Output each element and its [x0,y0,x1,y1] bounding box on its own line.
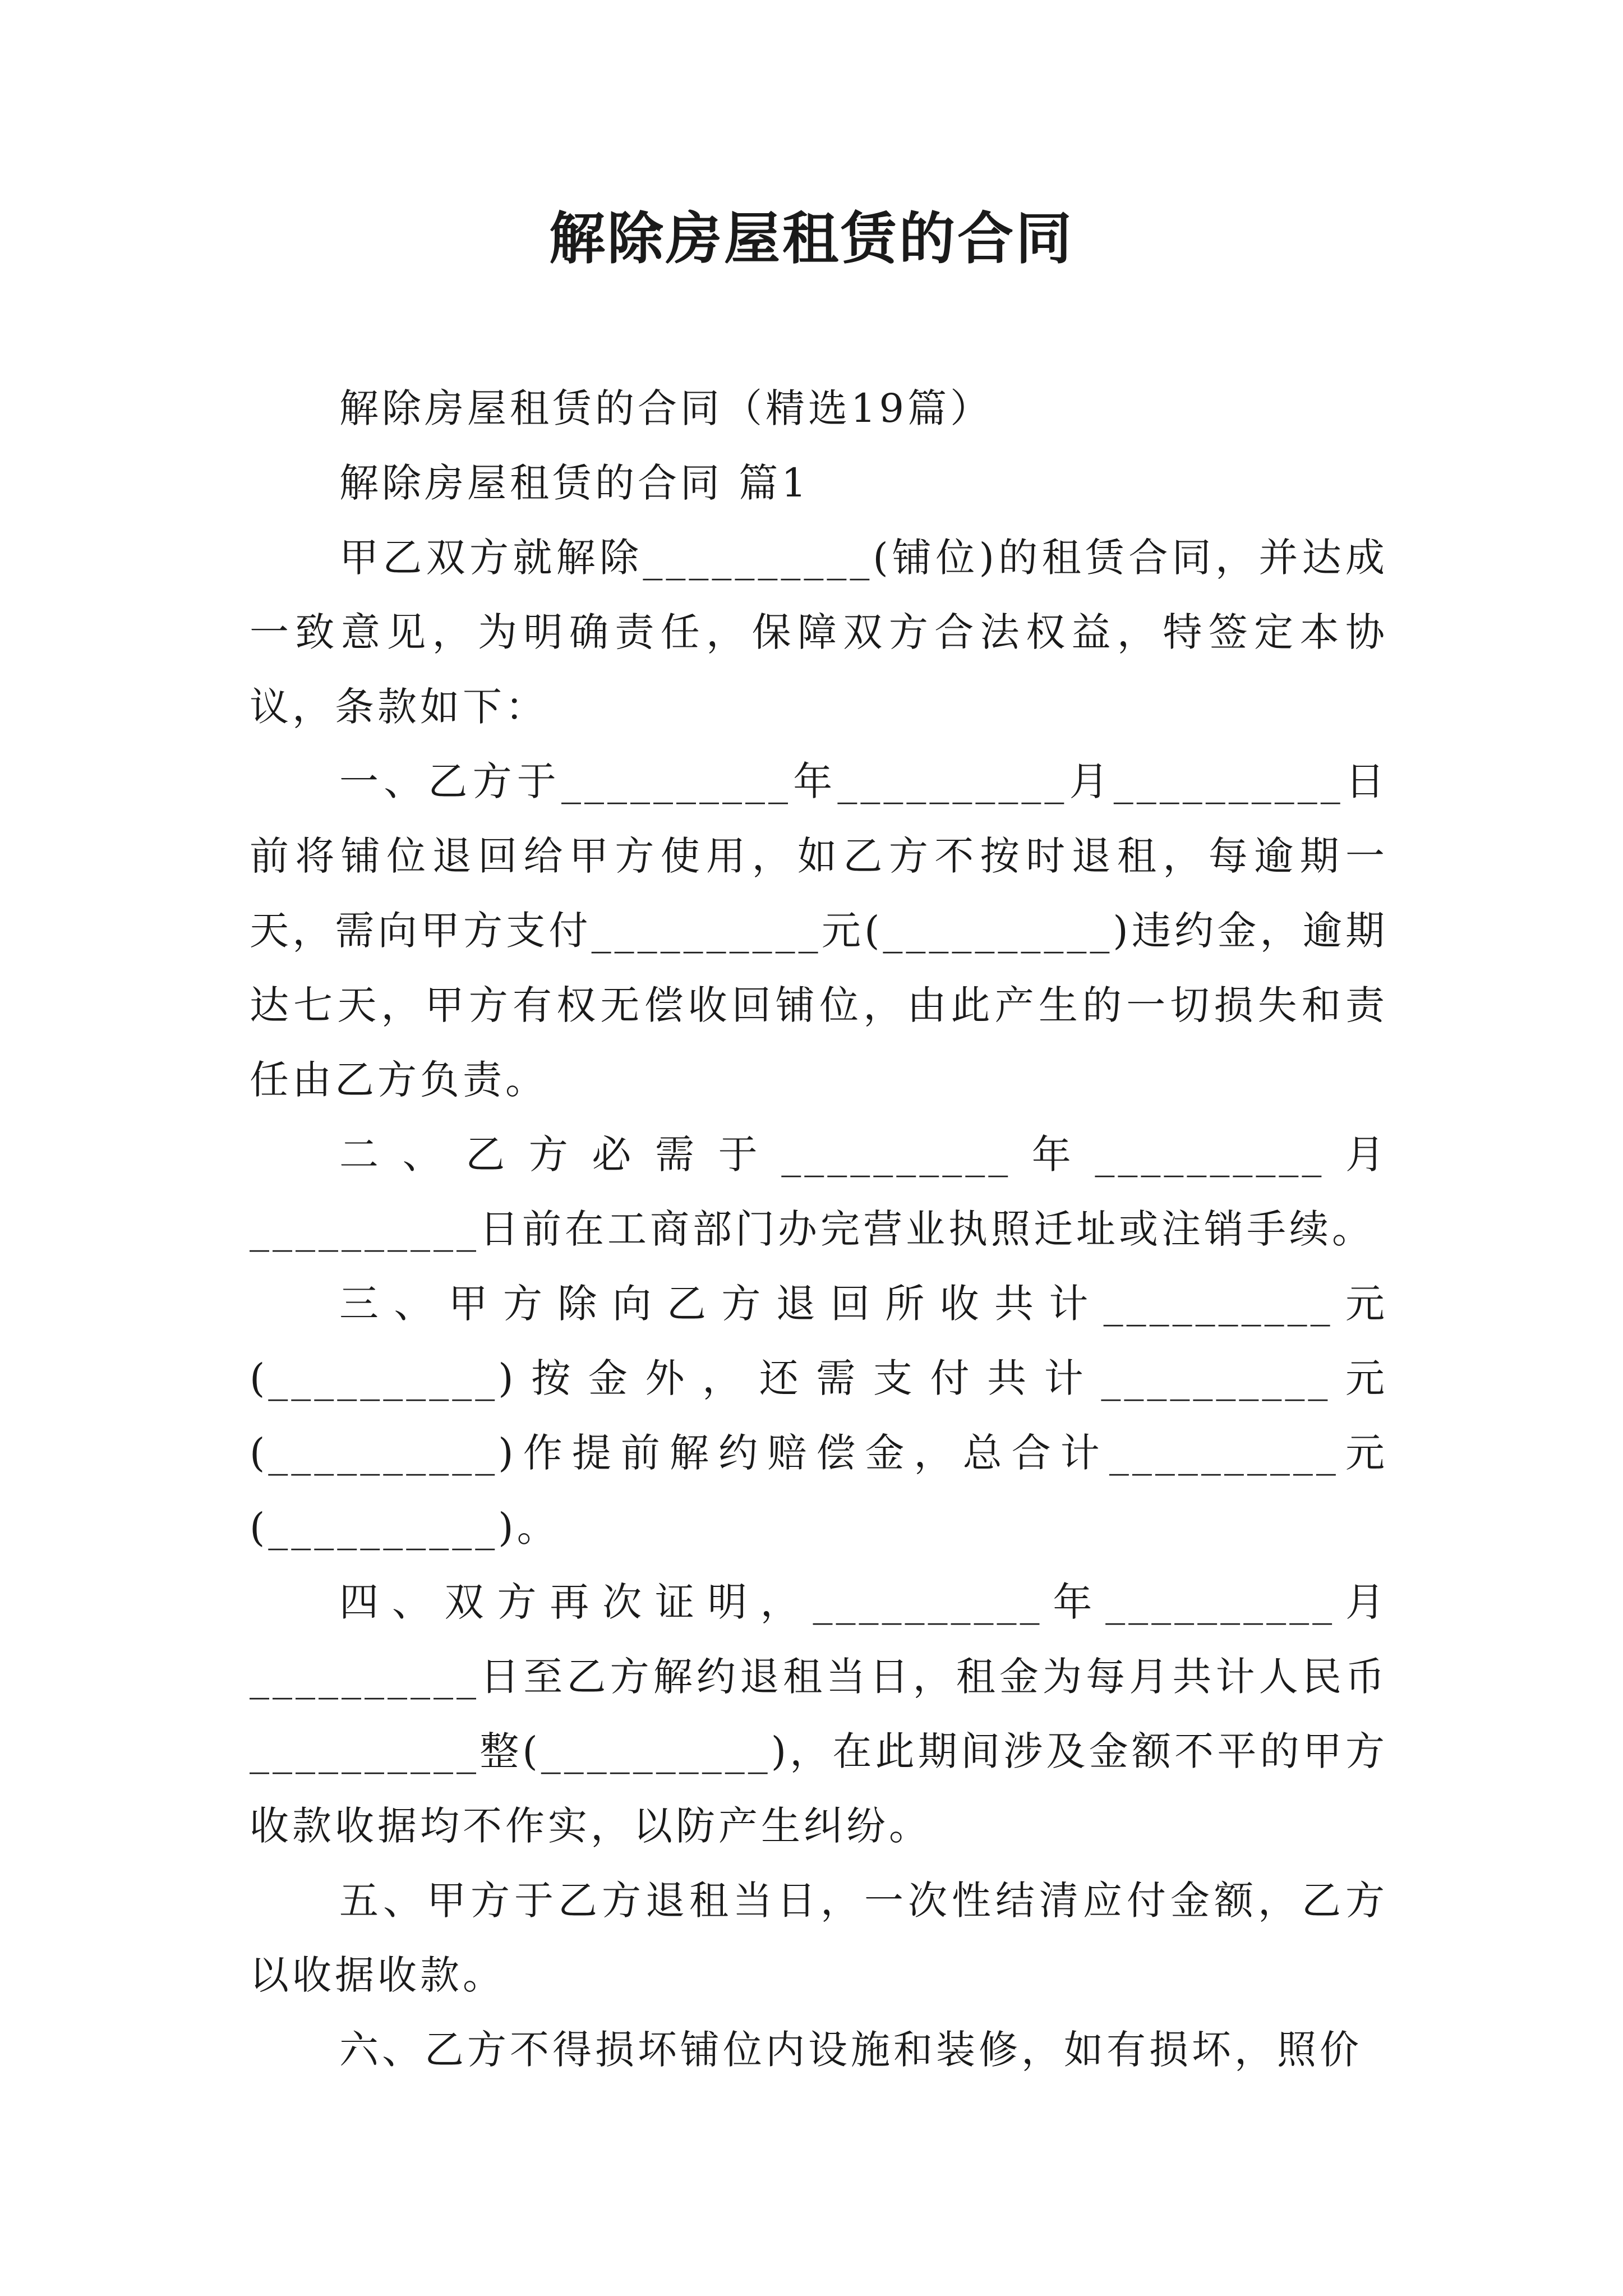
section-heading: 解除房屋租赁的合同 篇1 [339,460,810,506]
clause-6: 六、乙方不得损坏铺位内设施和装修，如有损坏，照价 [339,2027,1362,2073]
clause-5: 五、甲方于乙方退租当日，一次性结清应付金额，乙方以收据收款。 [250,1878,1388,1998]
clause-3: 三、甲方除向乙方退回所收共计__________元(__________)按金外，还需支付共计__________元(__________)作提前解约赔偿金，总合计__________元(__________)。 [250,1281,1388,1550]
document-body [250,371,1388,2087]
clause-4: 四、双方再次证明，__________年__________月__________日至乙方解约退租当日，租金为每月共计人民币__________整(__________)，在此期间涉及金额不平的甲方收款收据均不作实，以防产生纠纷。 [250,1579,1388,1849]
paragraph-intro: 甲乙双方就解除__________(铺位)的租赁合同，并达成一致意见，为明确责任，保障双方合法权益，特签定本协议，条款如下： [250,535,1388,730]
collection-heading: 解除房屋租赁的合同（精选19篇） [339,385,993,431]
clause-2: 二、乙方必需于__________年__________月__________日前在工商部门办完营业执照迁址或注销手续。 [250,1131,1388,1252]
document-title: 解除房屋租赁的合同 [549,205,1074,272]
clause-1: 一、乙方于__________年__________月__________日前将铺位退回给甲方使用，如乙方不按时退租，每逾期一天，需向甲方支付__________元(__________)违约金，逾期达七天，甲方有权无偿收回铺位，由此产生的一切损失和责任由乙方负责。 [250,758,1388,1103]
